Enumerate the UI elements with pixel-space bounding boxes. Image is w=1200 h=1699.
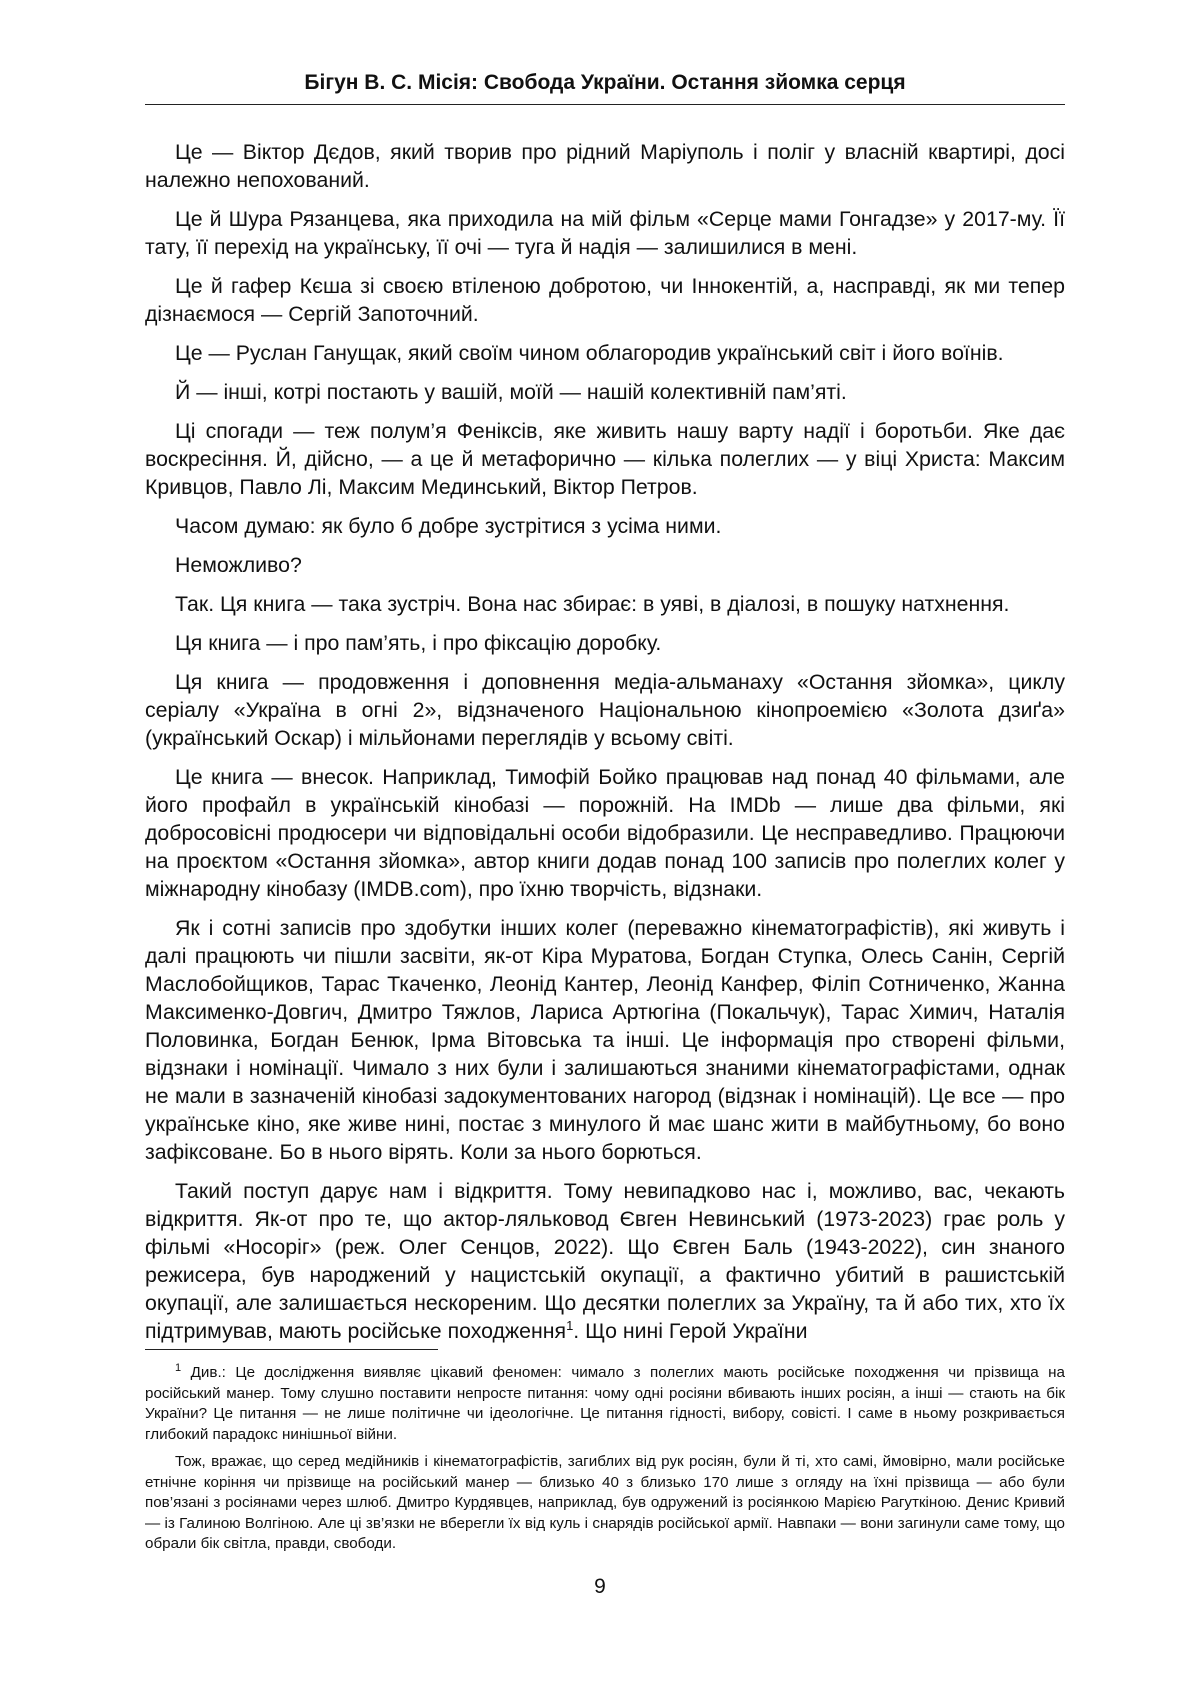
footnotes <box>145 1363 1065 1562</box>
paragraph: Неможливо? <box>175 553 302 577</box>
paragraph: Ці спогади — теж полум’я Феніксів, яке живить нашу варту надії і боротьби. Яке дає воскресіння. Й, дійсно, — а це й метафорично — кілька полеглих — у віці Христа: Максим Кривцов, Павло Лі, Максим Мединський, Віктор Петров. <box>145 419 1065 499</box>
footnote-reference[interactable]: 1 <box>566 1317 574 1333</box>
main-text <box>145 138 1065 1356</box>
paragraph: Ця книга — і про пам’ять, і про фіксацію доробку. <box>175 631 662 655</box>
paragraph: Це й гафер Кєша зі своєю втіленою добротою, чи Іннокентій, а, насправді, як ми тепер дізнаємося — Сергій Запоточний. <box>145 274 1065 326</box>
paragraph: Як і сотні записів про здобутки інших колег (переважно кінематографістів), які живуть і далі працюють чи пішли засвіти, як-от Кіра Муратова, Богдан Ступка, Олесь Санін, Сергій Маслобойщиков, Тарас Ткаченко, Леонід Кантер, Леонід Канфер, Філіп Сотниченко, Жанна Максименко-Довгич, Дмитро Тяжлов, Лариса Артюгіна (Покальчук), Тарас Химич, Наталія Половинка, Богдан Бенюк, Ірма Вітовська та інші. Це інформація про створені фільми, відзнаки і номінації. Чимало з них були і залишаються знаними кінематографістами, однак не мали в зазначеній кінобазі задокументованих нагород (відзнак і номінацій). Це все — про українське кіно, яке живе нині, постає з минулого й має шанс жити в майбутньому, бо воно зафіксоване. Бо в нього вірять. Коли за нього борються. <box>145 916 1065 1164</box>
paragraph: Це й Шура Рязанцева, яка приходила на мій фільм «Серце мами Гонгадзе» у 2017-му. Її тату, її перехід на українську, її очі — туга й надія — залишилися в мені. <box>145 207 1065 259</box>
header-rule <box>145 104 1065 105</box>
paragraph-with-note <box>145 1177 1065 1345</box>
paragraph: Часом думаю: як було б добре зустрітися з усіма ними. <box>175 514 722 538</box>
footnote <box>145 1363 1065 1445</box>
footnote-marker: 1 <box>175 1361 182 1374</box>
paragraph-text: . Що нині Герой України <box>573 1319 808 1343</box>
footnote-text: Див.: Це дослідження виявляє цікавий феномен: чимало з полеглих мають російське походження чи прізвища на російський манер. Тому слушно поставити непросте питання: чому одні росіяни вбивають інших росіян, а інші — стають на бік України? Це питання — не лише політичне чи ідеологічне. Це питання гідності, вибору, совісті. І саме в ньому розкривається глибокий парадокс нинішньої війни. <box>145 1364 1065 1443</box>
page-number: 9 <box>594 1575 606 1598</box>
running-header: Бігун В. С. Місія: Свобода України. Остання зйомка серця <box>304 71 906 94</box>
footnote-continuation: Тож, вражає, що серед медійників і кінематографістів, загиблих від рук росіян, були й ті, хто самі, ймовірно, мали російське етнічне коріння чи прізвище на російський манер — близько 40 з близько 170 лише з огляду на їхні прізвища — або були пов’язані з росіянами через шлюб. Дмитро Курдявцев, наприклад, був одружений із росіянкою Марією Рагуткіною. Денис Кривий — із Галиною Волгіною. Але ці зв’язки не вберегли їх від куль і снарядів російської армії. Навпаки — вони загинули саме тому, що обрали бік світла, правди, свободи. <box>145 1453 1065 1552</box>
paragraph: Й — інші, котрі постають у вашій, моїй — нашій колективній пам’яті. <box>175 380 847 404</box>
footnote-separator <box>145 1349 438 1350</box>
paragraph: Ця книга — продовження і доповнення медіа-альманаху «Остання зйомка», циклу серіалу «Україна в огні 2», відзначеного Національною кінопроемією «Золота дзиґа» (український Оскар) і мільйонами переглядів у всьому світі. <box>145 670 1065 750</box>
paragraph: Так. Ця книга — така зустріч. Вона нас збирає: в уяві, в діалозі, в пошуку натхнення. <box>175 592 1010 616</box>
paragraph: Це книга — внесок. Наприклад, Тимофій Бойко працював над понад 40 фільмами, але його профайл в українській кінобазі — порожній. На IMDb — лише два фільми, які добросовісні продюсери чи відповідальні особи відобразили. Це несправедливо. Працюючи на проєктом «Остання зйомка», автор книги додав понад 100 записів про полеглих колег у міжнародну кінобазу (IMDB.com), про їхню творчість, відзнаки. <box>145 765 1065 901</box>
paragraph: Це — Віктор Дєдов, який творив про рідний Маріуполь і поліг у власній квартирі, досі належно непохований. <box>145 140 1065 192</box>
paragraph-text: Такий поступ дарує нам і відкриття. Тому невипадково нас і, можливо, вас, чекають відкриття. Як-от про те, що актор-ляльковод Євген Невинський (1973-2023) грає роль у фільмі «Носоріг» (реж. Олег Сенцов, 2022). Що Євген Баль (1943-2022), син знаного режисера, був народжений у нацистській окупації, а фактично убитий в рашистській окупації, але залишається нескореним. Що десятки полеглих за Україну, та й або тих, хто їх підтримував, мають російське походження <box>145 1179 1065 1343</box>
paragraph: Це — Руслан Ганущак, який своїм чином облагородив український світ і його воїнів. <box>175 341 1004 365</box>
